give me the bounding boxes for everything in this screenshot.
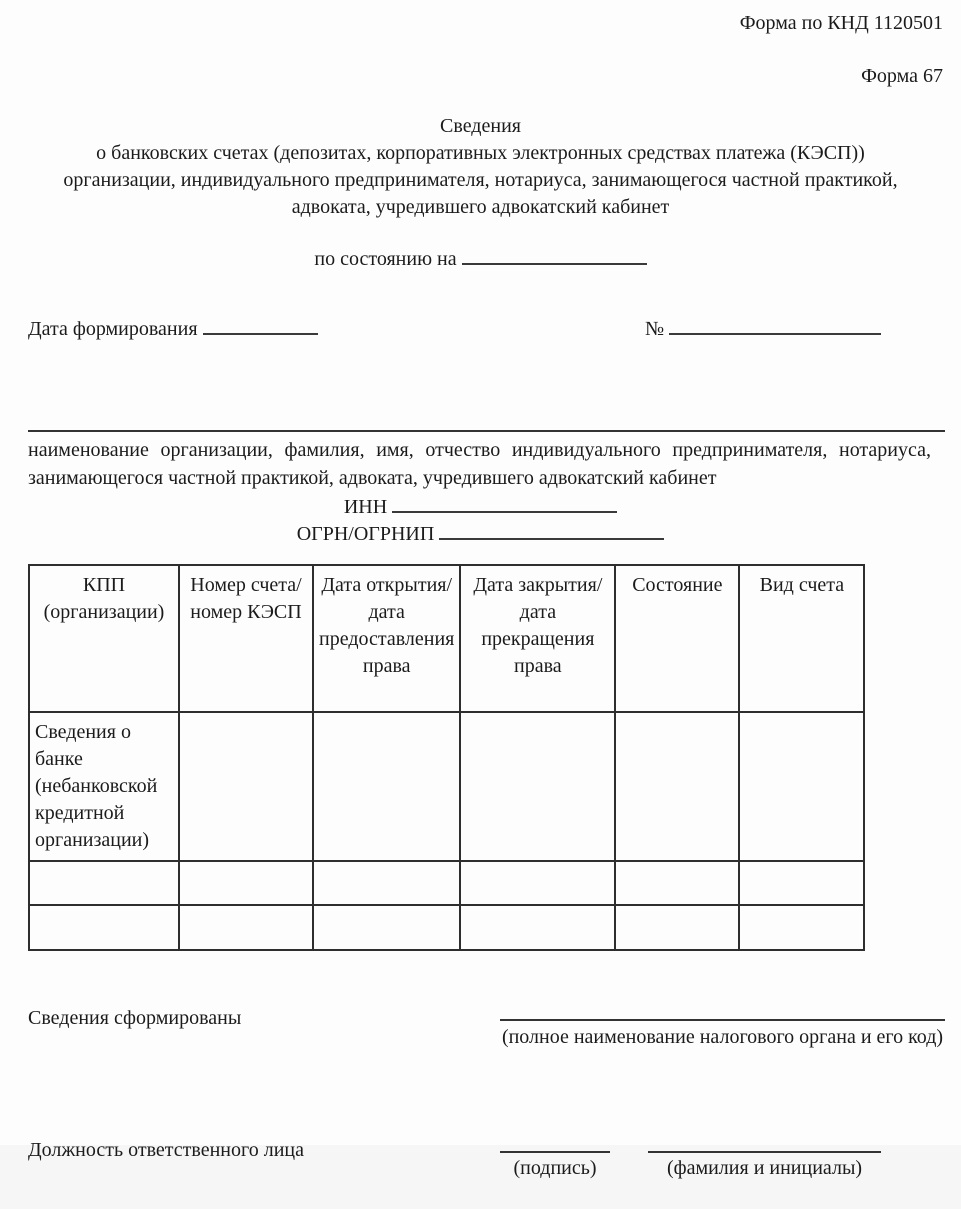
knd-label: Форма по КНД 1120501: [739, 12, 943, 34]
table-cell: [313, 905, 460, 950]
table-cell: [615, 712, 739, 861]
authority-blank: [500, 1007, 945, 1021]
table-cell: [739, 905, 864, 950]
meta-row: [0, 316, 961, 342]
table-cell: [615, 861, 739, 905]
ogrn-blank: [439, 521, 664, 540]
inn-label: ИНН: [343, 496, 388, 518]
header-cell-account-number: Номер счета/номер КЭСП: [179, 565, 313, 712]
as-of-label: по состоянию на: [314, 248, 457, 270]
header-cell-account-type: Вид счета: [739, 565, 864, 712]
header-cell-kpp: КПП (организации): [29, 565, 179, 712]
number-blank: [669, 316, 881, 335]
document-title: [0, 113, 961, 221]
accounts-table: [28, 564, 865, 951]
table-cell: [179, 905, 313, 950]
authority-caption: (полное наименование налогового органа и его код): [501, 1026, 944, 1048]
date-formed-blank: [203, 316, 318, 335]
table-cell: [29, 905, 179, 950]
table-cell: [313, 712, 460, 861]
table-cell: [615, 905, 739, 950]
table-cell: [460, 905, 615, 950]
subject-name-caption: наименование организации, фамилия, имя, отчество индивидуального предпринимателя, нотариуса, занимающегося частной практикой, адвоката, учредившего адвокатский кабинет: [28, 439, 931, 489]
form-codes: [0, 0, 961, 88]
header-cell-close-date: Дата закрытия/дата прекращения права: [460, 565, 615, 712]
formed-by-label: Сведения сформированы: [28, 1007, 242, 1029]
table-cell: [179, 861, 313, 905]
signature-blank: [500, 1139, 610, 1153]
authority-block: [500, 1007, 945, 1051]
title-line-1: Сведения: [440, 115, 521, 137]
date-formed-label: Дата формирования: [28, 318, 198, 340]
position-label: Должность ответственного лица: [28, 1139, 304, 1161]
form-number-label: Форма 67: [861, 65, 943, 87]
table-row: [29, 905, 864, 950]
subject-ids: [0, 494, 961, 548]
signature-caption: (подпись): [513, 1157, 597, 1179]
table-cell: [739, 712, 864, 861]
table-cell: [460, 712, 615, 861]
table-cell: [313, 861, 460, 905]
table-cell: [29, 861, 179, 905]
name-initials-blank: [648, 1139, 881, 1153]
ogrn-line: [0, 521, 961, 548]
title-line-4: адвоката, учредившего адвокатский кабинет: [291, 196, 670, 218]
ogrn-label: ОГРН/ОГРНИП: [296, 523, 435, 545]
table-cell: [739, 861, 864, 905]
date-formed-group: [28, 316, 318, 341]
inn-line: [0, 494, 961, 521]
table-cell: [179, 712, 313, 861]
as-of-blank: [462, 246, 647, 265]
number-label: №: [645, 318, 665, 340]
as-of-line: [0, 246, 961, 271]
table-header-row: [29, 565, 864, 712]
signature-block: [500, 1139, 610, 1180]
formed-by-row: [0, 1007, 961, 1097]
subject-name-rule: [28, 430, 945, 432]
table-row: [29, 712, 864, 861]
table-row: [29, 861, 864, 905]
name-initials-caption: (фамилия и инициалы): [666, 1157, 863, 1179]
header-cell-status: Состояние: [615, 565, 739, 712]
name-initials-block: [648, 1139, 881, 1180]
header-cell-open-date: Дата открытия/дата предоставления права: [313, 565, 460, 712]
bank-info-cell: Сведения о банке (небанковской кредитной организации): [29, 712, 179, 861]
responsible-person-row: [0, 1139, 961, 1209]
number-group: [645, 316, 881, 341]
inn-blank: [392, 494, 617, 513]
table-cell: [460, 861, 615, 905]
title-line-2: о банковских счетах (депозитах, корпоративных электронных средствах платежа (КЭСП)): [96, 142, 865, 164]
title-line-3: организации, индивидуального предпринимателя, нотариуса, занимающегося частной практикой,: [63, 169, 898, 191]
